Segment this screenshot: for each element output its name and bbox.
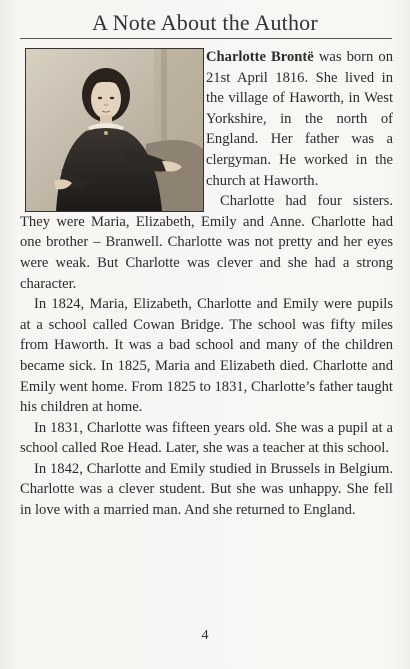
paragraph-3: In 1824, Maria, Elizabeth, Charlotte and Emily were pupils at a school called Cowan Bridge. The school was fifty miles from Haworth. It was a bad school and many of the children became sick. In 1825, Maria and Elizabeth died. Charlotte and Emily went home. From 1825 to 1831, Charlotte’s father taught his children at home. <box>20 296 393 416</box>
author-name: Charlotte Brontë <box>206 49 314 65</box>
page-title: A Note About the Author <box>92 10 318 35</box>
paragraph-2: Charlotte had four sisters. They were Maria, Elizabeth, Emily and Anne. Charlotte had one brother – Branwell. Charlotte was not pretty and her eyes were weak. But Charlotte was clever and she had a strong character. <box>20 193 393 292</box>
page-number: 4 <box>201 628 209 643</box>
author-biography <box>20 47 393 521</box>
portrait-spacer <box>20 49 206 211</box>
paragraph-4: In 1831, Charlotte was fifteen years old. She was a pupil at a school called Roe Head. Later, she was a teacher at this school. <box>20 419 393 457</box>
title-rule <box>20 38 392 39</box>
paragraph-5: In 1842, Charlotte and Emily studied in Brussels in Belgium. Charlotte was a clever student. But she was unhappy. She fell in love with a married man. And she returned to England. <box>20 460 393 519</box>
paragraph-1-text: was born on 21st April 1816. She lived in the village of Haworth, in West Yorkshire, in the north of England. Her father was a clergyman. He worked in the church at Haworth. <box>206 49 393 189</box>
